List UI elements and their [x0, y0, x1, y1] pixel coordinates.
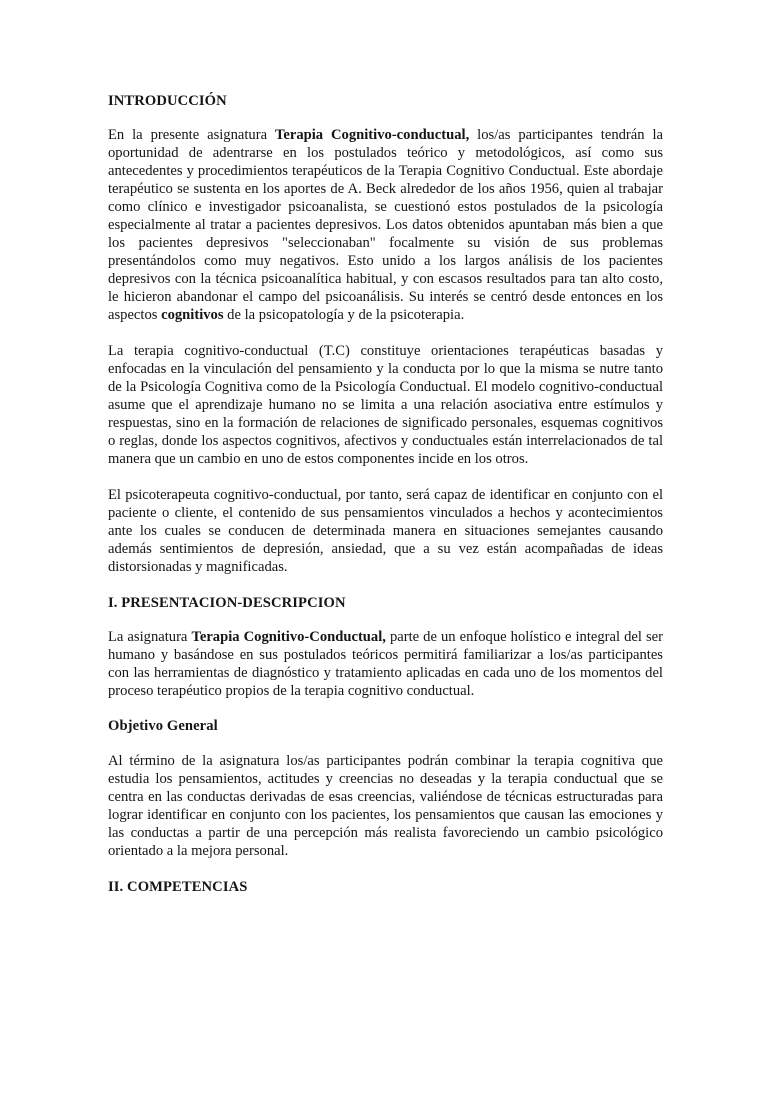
section-1-text-c: parte de un enfoque holístico e integral del ser humano y basándose en sus postulados teóricos permitirá familiarizar a los/as participantes con las herramientas de diagnóstico y tratamiento aplicadas en cada uno de los momentos del proceso terapéutico propios de la terapia cognitivo conductual. — [108, 629, 663, 699]
intro-paragraph-2: La terapia cognitivo-conductual (T.C) constituye orientaciones terapéuticas basadas y enfocadas en la vinculación del pensamiento y la conducta por lo que la misma se nutre tanto de la Psicología Cognitiva como de la Psicología Conductual. El modelo cognitivo-conductual asume que el aprendizaje humano no se limita a una relación asociativa entre estímulos y respuestas, sino en la formación de relaciones de significado personales, esquemas cognitivos o reglas, donde los aspectos cognitivos, afectivos y conductuales están interrelacionados de tal manera que un cambio en uno de estos componentes incide en los otros. — [108, 343, 663, 467]
objective-paragraph: Al término de la asignatura los/as participantes podrán combinar la terapia cognitiva que estudia los pensamientos, actitudes y creencias no deseadas y la terapia conductual que se centra en las conductas derivadas de esas creencias, valiéndose de técnicas estructuradas para lograr identificar en conjunto con los pacientes, los pensamientos que causan las emociones y las conductas a partir de una percepción más realista favoreciendo un cambio psicológico orientado a la mejora personal. — [108, 753, 663, 859]
intro-paragraph-1 — [108, 126, 663, 324]
intro-heading: INTRODUCCIÓN — [108, 93, 227, 109]
intro-paragraph-3: El psicoterapeuta cognitivo-conductual, por tanto, será capaz de identificar en conjunto con el paciente o cliente, el contenido de sus pensamientos vinculados a hechos y acontecimientos ante los cuales se conducen de determinada manera en situaciones semejantes causando además sentimientos de depresión, ansiedad, que a su vez están acompañadas de ideas distorsionadas y magnificadas. — [108, 487, 663, 575]
document-content — [108, 92, 663, 896]
intro-p1-bold-course-name: Terapia Cognitivo-conductual, — [274, 127, 470, 143]
section-1-paragraph — [108, 628, 663, 700]
intro-p1-bold-cognitivos: cognitivos — [161, 307, 224, 323]
objective-heading: Objetivo General — [108, 718, 218, 734]
intro-p1-text-c: los/as participantes tendrán la oportunidad de adentrarse en los postulados teórico y metodológicos, así como sus antecedentes y procedimientos terapéuticos de la Terapia Cognitivo Conductual. Este abordaje terapéutico se sustenta en los aportes de A. Beck alrededor de los años 1956, quien al trabajar como clínico e investigador psicoanalista, se cuestionó estos postulados de la psicología especialmente al tratar a pacientes depresivos. Los datos obtenidos apuntaban más bien a que los pacientes depresivos "seleccionaban" focalmente su visión de sus problemas presentándolos como muy negativos. Esto unido a los largos análisis de los pacientes depresivos con la técnica psicoanalítica habitual, y con escasos resultados para tan alto costo, le hicieron abandonar el campo del psicoanálisis. Su interés se centró desde entonces en los aspectos — [108, 127, 663, 323]
intro-p1-text-a: En la presente asignatura — [108, 127, 275, 143]
document-page — [0, 92, 768, 1116]
section-1-text-a: La asignatura — [108, 629, 192, 645]
intro-p1-text-e: de la psicopatología y de la psicoterapia. — [223, 307, 465, 323]
section-1-heading: I. PRESENTACION-DESCRIPCION — [108, 595, 346, 611]
section-2-heading: II. COMPETENCIAS — [108, 879, 248, 895]
section-1-bold-course-name: Terapia Cognitivo-Conductual, — [191, 629, 386, 645]
